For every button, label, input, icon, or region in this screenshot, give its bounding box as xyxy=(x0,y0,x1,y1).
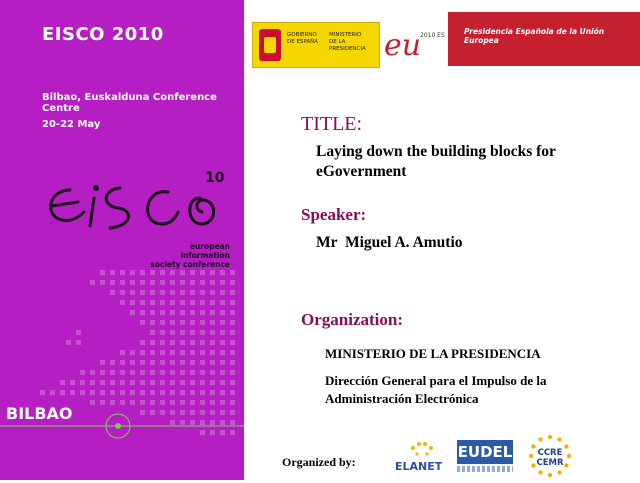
organized-by-label: Organized by: xyxy=(282,455,356,469)
speaker-value: Mr Miguel A. Amutio xyxy=(316,234,463,251)
title-label: TITLE: xyxy=(301,113,363,135)
logo-tagline-line1: european information xyxy=(180,242,230,260)
organization-name: MINISTERIO DE LA PRESIDENCIA xyxy=(325,346,541,361)
spain-government-logo xyxy=(252,22,380,68)
elanet-logo xyxy=(393,440,449,474)
gov-label-line1: GOBIERNO xyxy=(287,32,317,38)
elanet-stars-icon xyxy=(393,440,449,462)
title-value: Laying down the building blocks for eGovernment xyxy=(316,143,556,180)
ministry-label xyxy=(329,32,377,53)
eu-presidency-banner xyxy=(448,12,640,66)
ministry-label-line1: MINISTERIO xyxy=(329,32,362,38)
organization-label: Organization: xyxy=(301,310,403,329)
logo-edition-number: 10 xyxy=(205,170,225,186)
event-side-panel xyxy=(0,0,244,480)
ccre-cemr-logo xyxy=(528,434,572,478)
logo-tagline xyxy=(148,242,230,269)
gov-label-line2: DE ESPAÑA xyxy=(287,39,319,45)
logo-tagline-line2: society conference xyxy=(150,260,230,269)
eudel-logo-text: EUDEL xyxy=(457,440,513,464)
organization-department: Dirección General para el Impulso de la Administración Electrónica xyxy=(325,373,547,406)
spain-crest-icon xyxy=(259,29,281,61)
cemr-logo-text: CEMR xyxy=(536,458,564,468)
eu2010-logo xyxy=(384,22,444,68)
ccre-logo-text: CCRE xyxy=(537,448,563,458)
event-dates: 20-22 May xyxy=(42,119,101,130)
eu-logo-text: eu xyxy=(384,28,422,63)
gov-label xyxy=(287,32,327,46)
event-title: EISCO 2010 xyxy=(42,24,164,45)
elanet-logo-text: ELANET xyxy=(395,460,443,473)
eudel-logo-subline xyxy=(457,466,513,472)
event-venue: Bilbao, Euskalduna Conference Centre xyxy=(42,92,217,114)
event-city: BILBAO xyxy=(6,404,73,423)
ministry-label-line2: DE LA PRESIDENCIA xyxy=(329,39,366,52)
eu-logo-year: 2010.ES xyxy=(420,32,445,39)
eudel-logo xyxy=(457,440,513,474)
eu-presidency-text: Presidencia Española de la Unión Europea xyxy=(464,27,605,45)
speaker-label: Speaker: xyxy=(301,205,367,224)
